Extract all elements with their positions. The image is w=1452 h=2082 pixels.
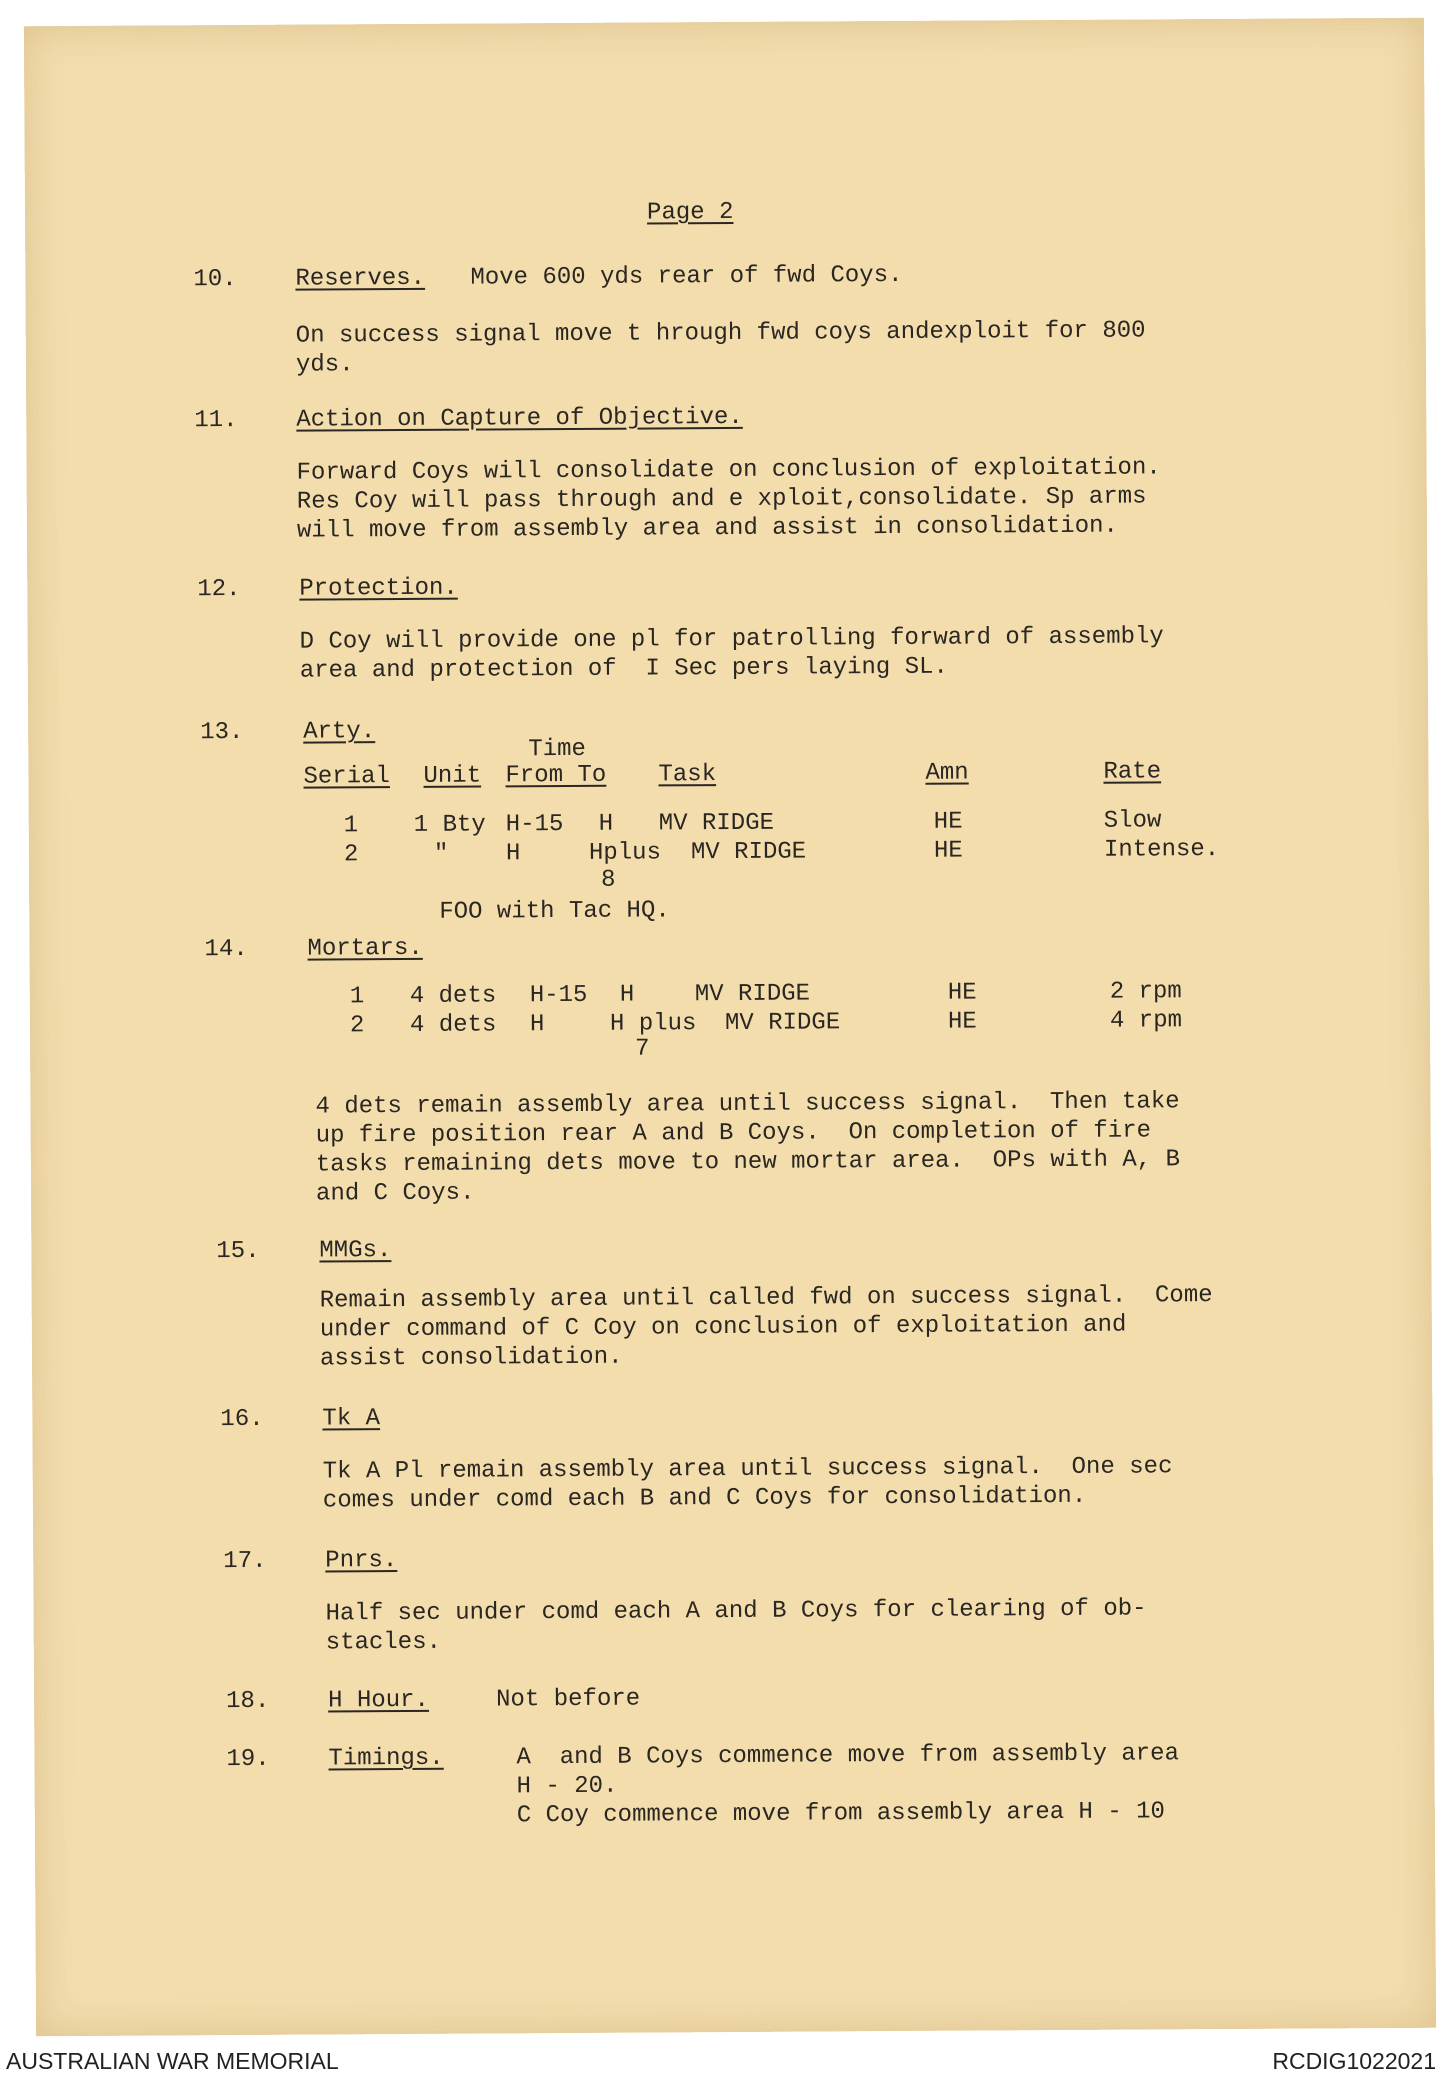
section-17-number: 17. xyxy=(223,1547,267,1576)
mortar-row-rate: 2 rpm xyxy=(1109,978,1182,1006)
section-19-number: 19. xyxy=(226,1745,270,1774)
section-17-heading: Pnrs. xyxy=(325,1547,398,1575)
archive-footer-right: RCDIG1022021 xyxy=(1272,2048,1436,2074)
arty-row-task: MV RIDGE xyxy=(658,809,775,838)
section-12-heading: Protection. xyxy=(299,574,458,603)
section-15-line-3: assist consolidation. xyxy=(319,1343,623,1373)
section-11-number: 11. xyxy=(194,406,238,435)
section-19-line-2: H - 20. xyxy=(516,1772,618,1801)
arty-header-serial: Serial xyxy=(303,763,390,791)
section-11-line-1: Forward Coys will consolidate on conclusion of exploitation. xyxy=(296,454,1161,487)
section-18-number: 18. xyxy=(226,1687,270,1716)
section-15-line-1: Remain assembly area until called fwd on success signal. Come xyxy=(319,1282,1213,1315)
arty-row-serial: 1 xyxy=(343,812,359,840)
section-16-line-1: Tk A Pl remain assembly area until success signal. One sec xyxy=(322,1453,1173,1486)
section-14-line-4: and C Coys. xyxy=(315,1179,475,1208)
section-11-heading: Action on Capture of Objective. xyxy=(296,403,743,434)
arty-header-amn: Amn xyxy=(925,759,969,787)
section-19-heading: Timings. xyxy=(328,1744,444,1773)
mortar-row-from: H xyxy=(529,1011,545,1039)
section-12-line-2: area and protection of I Sec pers laying SL. xyxy=(299,653,948,685)
section-18-heading: H Hour. xyxy=(328,1686,430,1715)
section-14-line-2: up fire position rear A and B Coys. On completion of fire xyxy=(315,1117,1152,1150)
arty-row-to: H xyxy=(598,810,614,838)
mortar-row-task: MV RIDGE xyxy=(724,1009,841,1038)
mortar-row-to: H xyxy=(619,981,635,1009)
arty-row-amn: HE xyxy=(933,837,963,865)
section-15-number: 15. xyxy=(216,1237,260,1266)
section-13-number: 13. xyxy=(200,718,244,747)
section-17-line-2: stacles. xyxy=(325,1628,442,1657)
arty-header-unit: Unit xyxy=(423,762,482,790)
section-16-number: 16. xyxy=(220,1405,264,1434)
section-19-line-1: A and B Coys commence move from assembly area xyxy=(516,1740,1180,1772)
mortar-row-amn: HE xyxy=(947,979,977,1007)
arty-row-rate: Slow xyxy=(1103,807,1162,835)
section-10-inline: Move 600 yds rear of fwd Coys. xyxy=(470,261,903,292)
section-15-line-2: under command of C Coy on conclusion of exploitation and xyxy=(319,1311,1127,1344)
section-11-line-2: Res Coy will pass through and e xploit,consolidate. Sp arms xyxy=(296,483,1147,516)
section-14-line-3: tasks remaining dets move to new mortar area. OPs with A, B xyxy=(315,1146,1181,1179)
arty-header-task: Task xyxy=(658,761,717,789)
arty-header-from-to: From To xyxy=(505,761,607,790)
mortar-row-unit: 4 dets xyxy=(409,982,497,1010)
arty-row-to: Hplus xyxy=(588,839,662,867)
mortar-row-from: H-15 xyxy=(529,981,588,1010)
section-13-heading: Arty. xyxy=(303,718,376,746)
arty-row-to-continued: 8 xyxy=(601,866,616,894)
section-16-heading: Tk A xyxy=(322,1405,381,1433)
page-title: Page 2 xyxy=(646,198,734,227)
section-14-number: 14. xyxy=(204,935,248,964)
section-10-heading: Reserves. xyxy=(295,264,426,293)
mortar-row-amn: HE xyxy=(947,1008,977,1036)
section-10-number: 10. xyxy=(193,266,237,294)
archive-footer-left: AUSTRALIAN WAR MEMORIAL xyxy=(6,2048,339,2074)
arty-row-task: MV RIDGE xyxy=(690,838,807,867)
arty-header-time: Time xyxy=(528,735,586,764)
arty-row-serial: 2 xyxy=(343,841,359,869)
section-12-number: 12. xyxy=(197,575,241,604)
arty-note: FOO with Tac HQ. xyxy=(439,897,670,926)
arty-header-rate: Rate xyxy=(1103,758,1162,786)
arty-row-from: H-15 xyxy=(505,811,564,839)
section-12-line-1: D Coy will provide one pl for patrolling forward of assembly xyxy=(299,623,1164,656)
section-17-line-1: Half sec under comd each A and B Coys for clearing of ob- xyxy=(325,1595,1147,1628)
document-page xyxy=(24,18,1436,2037)
section-14-line-1: 4 dets remain assembly area until success signal. Then take xyxy=(315,1088,1180,1121)
arty-row-unit: 1 Bty xyxy=(413,811,486,839)
mortar-row-to-continued: 7 xyxy=(635,1035,650,1063)
section-18-inline: Not before xyxy=(496,1685,641,1714)
mortar-row-serial: 2 xyxy=(349,1012,365,1040)
mortar-row-unit: 4 dets xyxy=(409,1011,497,1039)
mortar-row-rate: 4 rpm xyxy=(1109,1007,1183,1035)
arty-row-unit: " xyxy=(433,840,449,868)
section-11-line-3: will move from assembly area and assist in consolidation. xyxy=(296,512,1118,545)
section-14-heading: Mortars. xyxy=(307,934,423,963)
arty-row-rate: Intense. xyxy=(1103,836,1220,864)
arty-row-from: H xyxy=(505,840,521,868)
section-16-line-2: comes under comd each B and C Coys for consolidation. xyxy=(322,1482,1087,1515)
section-19-line-3: C Coy commence move from assembly area H - 10 xyxy=(516,1798,1165,1830)
mortar-row-task: MV RIDGE xyxy=(694,980,811,1009)
mortar-row-to: H plus xyxy=(609,1010,697,1038)
mortar-row-serial: 1 xyxy=(349,983,365,1011)
section-10-line-1: On success signal move t hrough fwd coys andexploit for 800 xyxy=(295,317,1146,350)
section-15-heading: MMGs. xyxy=(319,1237,392,1265)
section-10-line-2: yds. xyxy=(295,351,354,379)
arty-row-amn: HE xyxy=(933,808,963,836)
